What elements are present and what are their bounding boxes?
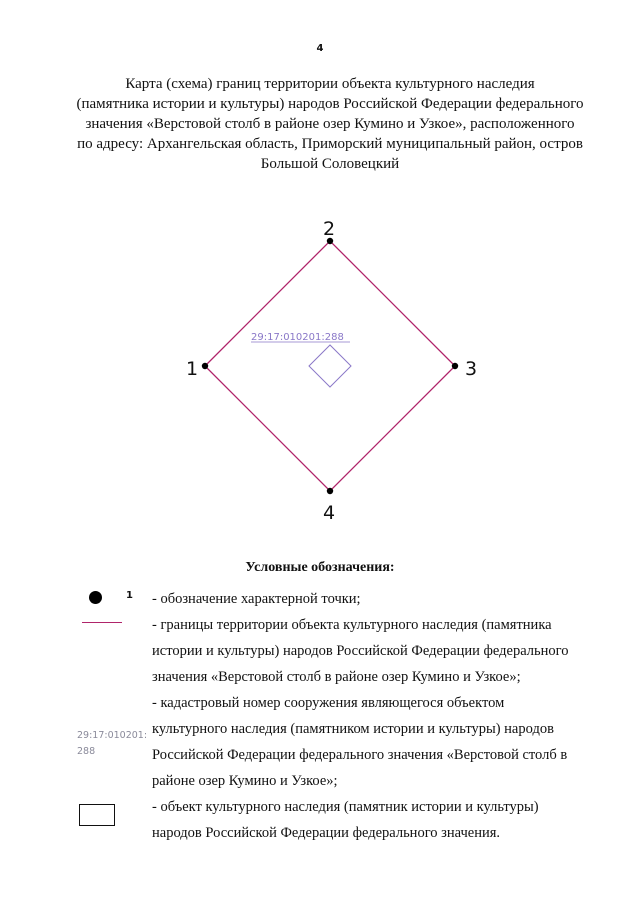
boundary-line-symbol xyxy=(82,622,122,623)
legend-line: Российской Федерации федерального значения «Верстовой столб в xyxy=(152,747,568,763)
heritage-object-symbol xyxy=(79,804,115,826)
point-symbol xyxy=(89,591,102,604)
legend-line: народов Российской Федерации федерального значения. xyxy=(152,825,501,841)
title-line: (памятника истории и культуры) народов Российской Федерации федерального xyxy=(76,96,584,112)
point-label-2: 2 xyxy=(323,218,336,240)
cadastral-symbol-line: 29:17:010201: xyxy=(77,730,148,741)
point-symbol-number: 1 xyxy=(126,590,133,601)
point-label-1: 1 xyxy=(186,358,199,380)
boundary-point-1 xyxy=(202,363,208,369)
point-label-3: 3 xyxy=(465,358,478,380)
legend-item-heritage-object xyxy=(152,794,539,846)
legend-line: - обозначение характерной точки; xyxy=(152,591,361,607)
legend-line: - объект культурного наследия (памятник истории и культуры) xyxy=(152,799,539,815)
legend-line: районе озер Кумино и Узкое»; xyxy=(152,773,338,789)
point-label-4: 4 xyxy=(323,502,336,524)
cadastral-symbol-line: 288 xyxy=(77,746,96,757)
legend-item-territory-boundary xyxy=(152,612,569,690)
cadastral-symbol xyxy=(77,728,147,760)
legend-line: культурного наследия (памятником истории и культуры) народов xyxy=(152,721,554,737)
cadastral-number-label: 29:17:010201:288 xyxy=(251,332,344,343)
legend-line: значения «Верстовой столб в районе озер Кумино и Узкое»; xyxy=(152,669,521,685)
title-line: по адресу: Архангельская область, Приморский муниципальный район, остров xyxy=(77,136,583,152)
heritage-object-outline xyxy=(309,345,351,387)
legend-heading: Условные обозначения: xyxy=(245,560,395,575)
legend-line: истории и культуры) народов Российской Федерации федерального xyxy=(152,643,569,659)
boundary-point-3 xyxy=(452,363,458,369)
title-line: Карта (схема) границ территории объекта культурного наследия xyxy=(125,76,535,92)
page-number: 4 xyxy=(316,43,324,54)
title-line: значения «Верстовой столб в районе озер Кумино и Узкое», расположенного xyxy=(85,116,575,132)
legend-item-cadastral-number xyxy=(152,690,567,794)
title-line: Большой Соловецкий xyxy=(260,156,400,172)
boundary-point-4 xyxy=(327,488,333,494)
legend-line: - границы территории объекта культурного наследия (памятника xyxy=(152,617,552,633)
legend-item-characteristic-point xyxy=(152,586,361,612)
territory-boundary xyxy=(205,241,455,491)
legend-line: - кадастровый номер сооружения являющегося объектом xyxy=(152,695,505,711)
